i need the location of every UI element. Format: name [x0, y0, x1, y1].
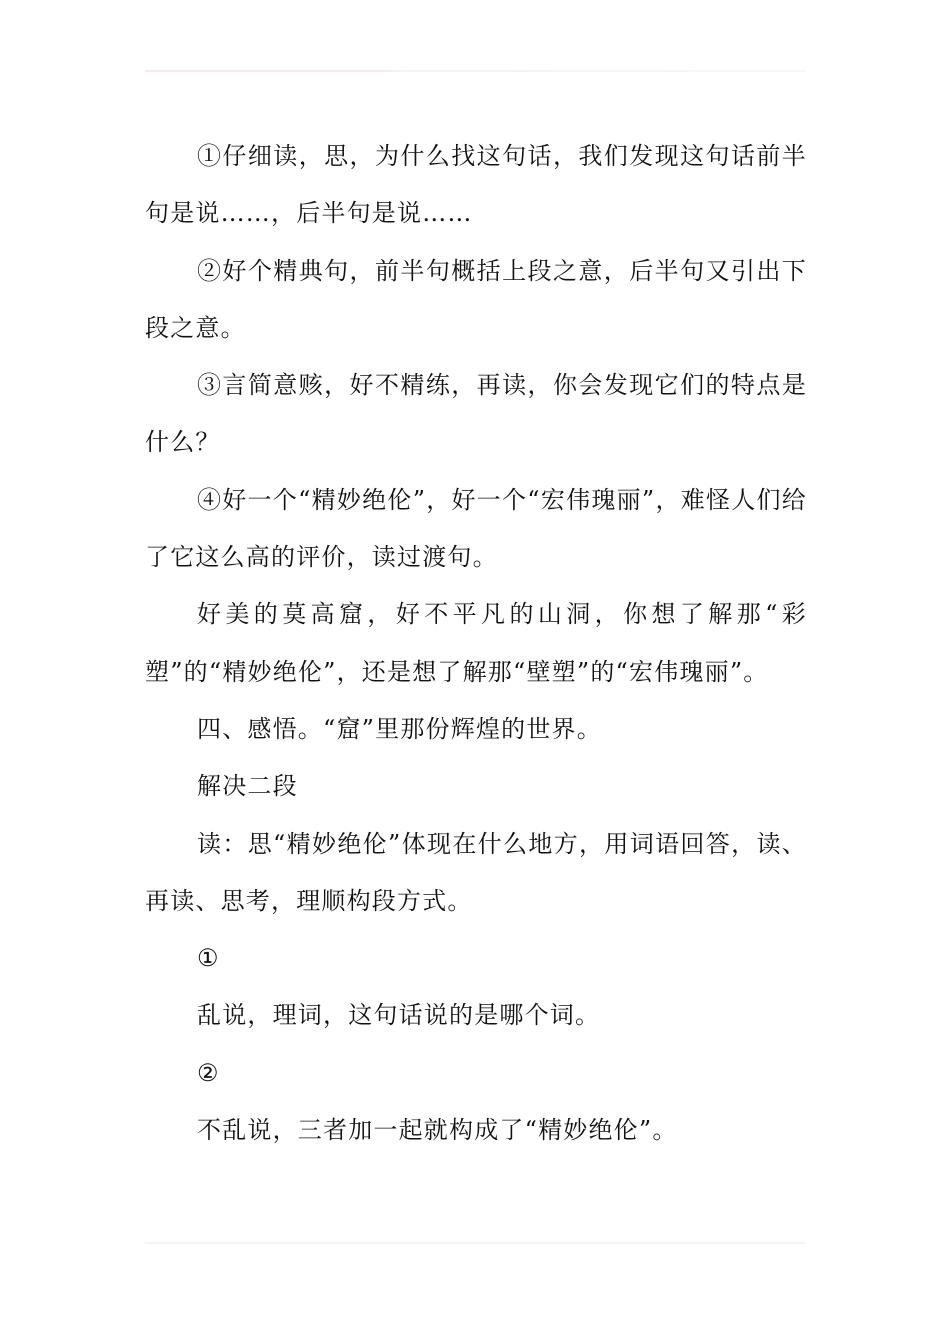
footer-rule [145, 1242, 805, 1244]
paragraph-step-3: ③言简意赅，好不精练，再读，你会发现它们的特点是什么？ [145, 371, 807, 457]
paragraph-mogao-intro: 好美的莫高窟，好不平凡的山洞，你想了解那“彩塑”的“精妙绝伦”，还是想了解那“壁塑”的“宏伟瑰丽”。 [145, 600, 807, 686]
list-marker-1: ① [197, 944, 220, 973]
header-rule [145, 70, 805, 72]
paragraph-item-2: 不乱说，三者加一起就构成了“精妙绝伦”。 [197, 1116, 678, 1145]
document-body [145, 128, 807, 1159]
paragraph-step-1: ①仔细读，思，为什么找这句话，我们发现这句话前半句是说……，后半句是说…… [145, 142, 807, 228]
paragraph-step-2: ②好个精典句，前半句概括上段之意，后半句又引出下段之意。 [145, 256, 807, 342]
section-heading-four: 四、感悟。“窟”里那份辉煌的世界。 [197, 714, 602, 743]
subheading-section-two: 解决二段 [197, 772, 298, 801]
paragraph-step-4: ④好一个“精妙绝伦”，好一个“宏伟瑰丽”，难怪人们给了它这么高的评价，读过渡句。 [145, 485, 807, 572]
paragraph-reading-task: 读：思“精妙绝伦”体现在什么地方，用词语回答，读、再读、思考，理顺构段方式。 [145, 829, 807, 915]
paragraph-item-1: 乱说，理词，这句话说的是哪个词。 [197, 1001, 601, 1030]
list-marker-2: ② [197, 1058, 220, 1087]
